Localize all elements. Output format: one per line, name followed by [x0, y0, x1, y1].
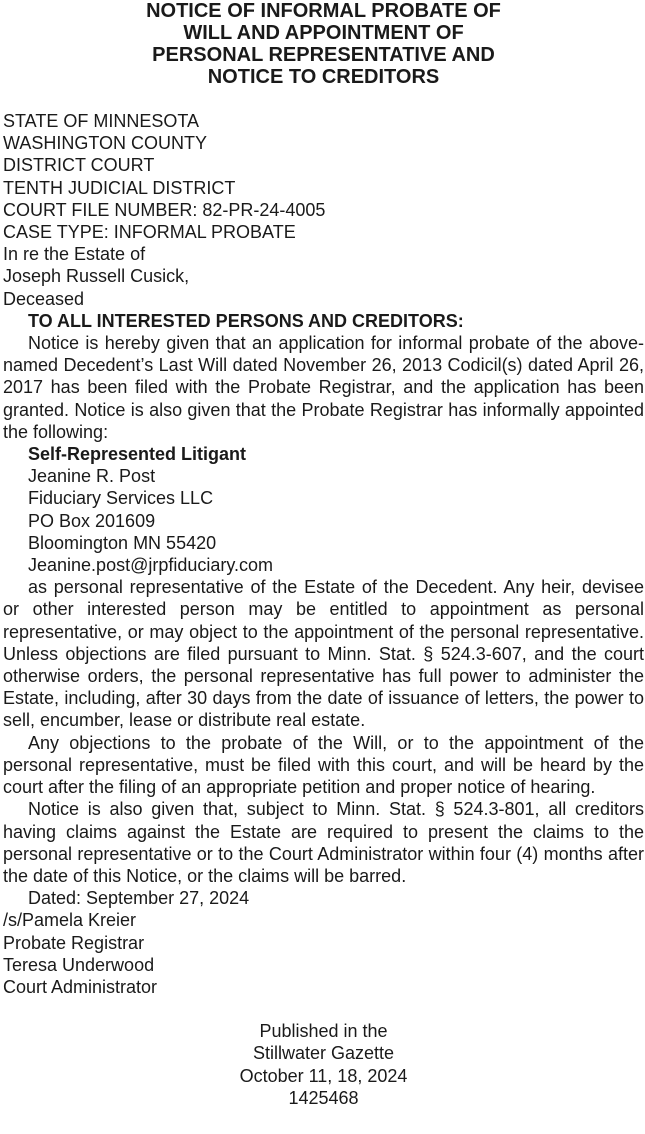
representative-company: Fiduciary Services LLC — [28, 488, 214, 509]
publication-footer — [3, 1020, 644, 1109]
signature-block — [3, 909, 644, 998]
caption-state: STATE OF MINNESOTA — [3, 111, 200, 131]
footer-ad-number: 1425468 — [288, 1087, 359, 1108]
caption-file-number: COURT FILE NUMBER: 82-PR-24-4005 — [3, 199, 326, 220]
title-line: NOTICE TO CREDITORS — [207, 66, 440, 88]
title-line: PERSONAL REPRESENTATIVE AND — [152, 44, 495, 66]
caption-county: WASHINGTON COUNTY — [3, 133, 208, 154]
footer-newspaper: Stillwater Gazette — [252, 1043, 395, 1064]
representative-email: Jeanine.post@jrpfiduciary.com — [28, 555, 274, 576]
representative-city: Bloomington MN 55420 — [28, 532, 217, 553]
representative-block — [3, 443, 644, 576]
caption-case-type: CASE TYPE: INFORMAL PROBATE — [3, 222, 296, 243]
salutation: TO ALL INTERESTED PERSONS AND CREDITORS: — [28, 310, 464, 331]
signature-registrar-name: /s/Pamela Kreier — [3, 910, 137, 931]
representative-heading: Self-Represented Litigant — [28, 444, 247, 465]
spacer — [3, 998, 644, 1020]
notice-title — [3, 0, 644, 88]
signature-administrator-name: Teresa Underwood — [3, 954, 155, 975]
footer-published-in: Published in the — [259, 1021, 388, 1042]
representative-po-box: PO Box 201609 — [28, 510, 156, 531]
caption-decedent-name: Joseph Russell Cusick, — [3, 266, 190, 287]
representative-name: Jeanine R. Post — [28, 466, 156, 487]
paragraph-application: Notice is hereby given that an application for informal probate of the above-named Decedent’s Last Will dated November 26, 2013 Codicil(s) dated April 26, 2017 has been filed with the Probate Registrar, and the application has been granted. Notice is also given that the Probate Registrar has informally appointed the following: — [3, 333, 644, 442]
case-caption — [3, 110, 644, 310]
signature-registrar-title: Probate Registrar — [3, 932, 145, 953]
dated-line: Dated: September 27, 2024 — [28, 888, 250, 909]
caption-district: TENTH JUDICIAL DISTRICT — [3, 177, 236, 198]
spacer — [3, 88, 644, 110]
caption-deceased: Deceased — [3, 288, 85, 309]
paragraph-powers: as personal representative of the Estate of the Decedent. Any heir, devisee or other interested person may be entitled to appointment as personal representative, or may object to the appointment of the personal representative. Unless objections are filed pursuant to Minn. Stat. § 524.3-607, and the court otherwise orders, the personal representative has full power to administer the Estate, including, after 30 days from the date of issuance of letters, the power to sell, encumber, lease or distribute real estate. — [3, 577, 644, 731]
caption-estate-of: In re the Estate of — [3, 244, 146, 265]
paragraph-objections: Any objections to the probate of the Will, or to the appointment of the personal representative, must be filed with this court, and will be heard by the court after the filing of an appropriate petition and proper notice of hearing. — [3, 732, 644, 798]
signature-administrator-title: Court Administrator — [3, 976, 158, 997]
caption-court: DISTRICT COURT — [3, 155, 155, 176]
title-line: WILL AND APPOINTMENT OF — [183, 22, 464, 44]
paragraph-creditors: Notice is also given that, subject to Minn. Stat. § 524.3-801, all creditors having claims against the Estate are required to present the claims to the personal representative or to the Court Administrator within four (4) months after the date of this Notice, or the claims will be barred. — [3, 799, 644, 886]
title-line: NOTICE OF INFORMAL PROBATE OF — [146, 0, 501, 22]
footer-dates: October 11, 18, 2024 — [239, 1065, 408, 1086]
